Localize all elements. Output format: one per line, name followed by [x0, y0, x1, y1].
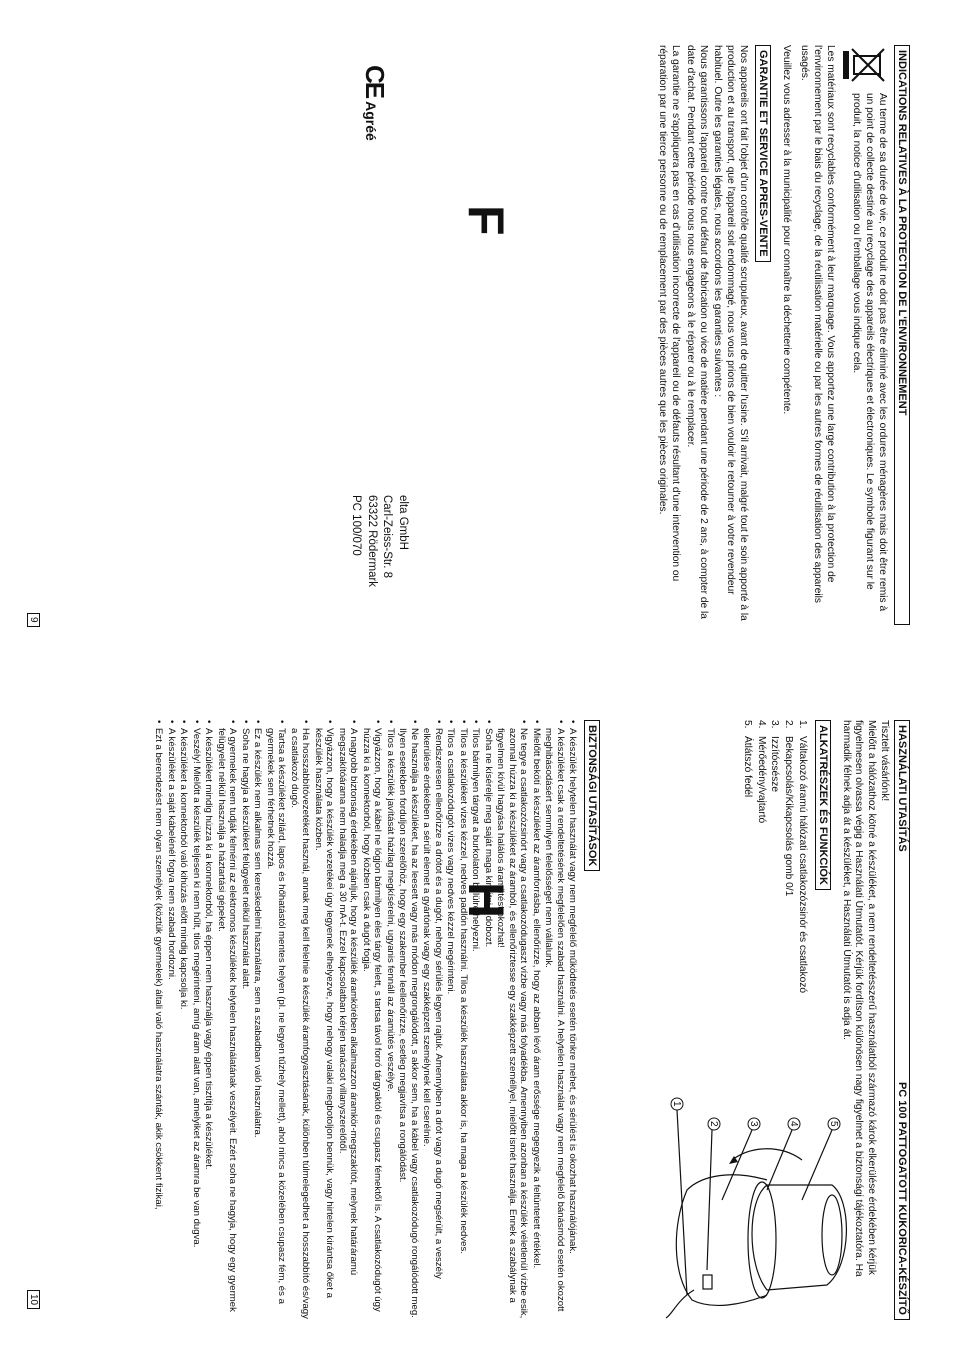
environment-intro: Au terme de sa durée de vie, ce produit ne doit pas être éliminé avec les ordures ménagères mais doit être remis à un point de collecte destiné au recyclage des appareils électriques et électroniques. Le symbole figurant sur le produit, la notice d'utilisation ou l'emballage vous indique cela.: [851, 93, 888, 612]
safety-item: • A nagyobb biztonság érdekében ajánljuk, hogy a készülék áramkörében alkalmazzon áramkör-megszakítót, melynek határáramú megszakítóárama nem haladja meg a 30 mA-t. Ezzel kapcsolatban kérjen tanácsot villanyszerelőtől.: [336, 720, 359, 1320]
safety-item: • Tilos bármilyen tárgyat a burkolaton belülre helyezni.: [470, 720, 482, 1320]
safety-item: • A készüléket a konnektorból való kihúzás előtt mindig kapcsolja ki.: [178, 720, 190, 1320]
safety-item: • Tilos a készülék javítását házilag megkísérelni, ugyanis fennáll az áramütés veszélye.: [384, 720, 396, 1320]
section-title-environment: INDICATIONS RELATIVES À LA PROTECTION DE L'ENVIRONNEMENT: [894, 45, 910, 625]
ce-approval: [359, 65, 390, 141]
page-number-9: 9: [27, 613, 40, 627]
safety-item: • Ha hosszabbítóvezetéket használ, annak meg kell felelnie a készülék áramfogyasztásának, különben túlmelegedhet a hosszabbító és/vagy a csatlakozó dugó.: [288, 720, 311, 1320]
greeting: Tisztelt vásárlónk!: [879, 720, 890, 802]
safety-item: • Tilos a készüléket vizes kézzel, nedves padlón használni. Tilos a készülék használata akkor is, ha maga a készülék nedves.: [457, 720, 469, 1320]
list-item: 5.Átlátszó fedél: [741, 720, 753, 798]
safety-item: • Ezt a berendezést nem olyan személyek (köztük gyermekek) általi való használatra szánták, akik csökkent fizikai,: [153, 720, 165, 1320]
safety-item: • Tartsa a készüléket szilárd, lapos és hőhatástól mentes helyen (pl. ne legyen tűzhely mellett), ahol nincs a közelében csupasz fém, és a gyermekek sem férhetnek hozzá.: [264, 720, 287, 1320]
popcorn-maker-figure: [662, 1090, 862, 1320]
safety-item: • A készüléket mindig húzza ki a konnektorból, ha éppen nem használja vagy éppen tisztítja a készüléket.: [203, 720, 215, 1320]
safety-item: • A gyermekek nem tudják felmérni az elektromos készülékek helytelen használatának veszélyeit. Ezért soha ne hagyja, hogy egy gyermek felügyelet nélkül használja a háztartási gépeket.: [215, 720, 238, 1320]
weee-notice: [842, 45, 888, 625]
intro-paragraph: Mielőtt a hálózathoz kötné a készüléket, a nem rendeltetésszerű használatból származó károk elkerülése érdekében kérjük figyelmesen olvassa végig a Használati Útmutatót. Kérjük fordítson különösen nagy figyelmet a biztonsági tájékoztatóra. Ha harmadik félnek adja át a készüléket, a Használati Útmutatót is adja át.: [840, 720, 878, 1277]
address-line: Carl-Zeiss-Str. 8: [381, 495, 394, 579]
manufacturer-address: [348, 495, 410, 587]
environment-municipality: Veuillez vous adresser à la municipalité pour connaître la déchetterie compétente.: [780, 45, 792, 415]
list-item: 1.Váltakozó áramú hálózati csatlakozózsinór és csatlakozó: [797, 720, 808, 994]
address-line: PC 100/070: [350, 495, 363, 556]
safety-item: • Tilos a csatlakozódugót vizes vagy nedves kézzel megérinteni.: [445, 720, 457, 1320]
list-item: 2.Bekapcsolás/Kikapcsolás gomb 0/1: [783, 720, 795, 897]
callout-4: 4: [788, 1121, 799, 1127]
french-column: [650, 45, 910, 625]
power-cord-shape: [666, 1290, 694, 1318]
safety-item: • Vigyázzon, hogy a kábel ne lógjon bármilyen éles tárgy felett, s tartsa távol forró tárgyaktól és csupasz fémektől is. A csatlakozódugót úgy húzza ki a konnektorból, hogy közben csak a dugót fogja.: [360, 720, 383, 1320]
section-title-parts: ALKATRÉSZEK ÉS FUNKCIÓK: [815, 720, 831, 890]
safety-item: • Ne használja a készüléket, ha az leesett vagy más módon megrongálódott, s akkor sem, ha a kábel vagy csatlakozódugó rongálódott meg. Ilyen esetekben forduljon szerelőhöz, hogy egy szakember leellenőrizze, esetleg megjavítsa a rongálódást.: [397, 720, 420, 1320]
safety-item: • Ne tegye a csatlakozózsinórt vagy a csatlakozódugaszt vízbe vagy más folyadékba. Amennyiben azonban a készülék véletlenül vízbe esik, azonnal húzza ki a készüléket az áramból, és ellenőriztesse egy szakképzett személlyel, mielőtt ismét használja. Ennek a szabálynak a figyelmen kívül hagyása halálos áramütést okozhat!: [495, 720, 530, 1320]
callout-3: 3: [748, 1121, 759, 1127]
ce-mark-icon: CE: [360, 65, 390, 98]
safety-item: • A készüléket csak a rendeltetésének megfelelően szabad használni. A helytelen használat vagy nem megfelelő bánásmód esetén okozott meghibásodásért semmilyen felelősséget nem vállalunk.: [543, 720, 566, 1320]
hungarian-page: [30, 720, 910, 1320]
product-title: PC 100 PATTOGATOTT KUKORICA-KÉSZÍTŐ: [896, 1081, 908, 1315]
environment-recycling: Les matériaux sont recyclables conformément à leur marquage. Vous apportez une large contribution à la protection de l'environnement par le biais du recyclage, de la réutilisation matérielle ou par les autres formes de réutilisation des appareils usagés.: [799, 45, 836, 604]
callout-2: 2: [708, 1121, 719, 1127]
warranty-paragraph-1: Nos appareils ont fait l'objet d'un contrôle qualité scrupuleux, avant de quitter l'usine. S'il arrivait, malgré tout le soin apporté à la production et au transport, que l'appareil soit endommagé, nous vous prions de bien vouloir le retourner à votre revendeur habituel. Outre les garanties légales, nous accordons les garanties suivantes :: [712, 45, 749, 621]
rotation-arrow-shape: [732, 1149, 802, 1160]
section-title-warranty: GARANTIE ET SERVICE APRES-VENTE: [755, 45, 771, 262]
address-line: 63322 Rödermark: [365, 495, 378, 588]
page-letter-f: F: [458, 205, 514, 238]
callout-1: 1: [671, 1101, 682, 1107]
safety-item: • Ez a készülék nem alkalmas sem kereskedelmi használatra, sem a szabadban való használatra.: [252, 720, 264, 1320]
french-page: [30, 45, 910, 625]
address-line: elta GmbH: [397, 495, 409, 550]
safety-item: • A készüléket a saját kábelénél fogva nem szabad hordozni.: [165, 720, 177, 1320]
safety-item: • Soha ne kísérelje meg saját maga kinyitni a dobozt.: [482, 720, 494, 1320]
safety-item: • Mielőtt bekötí a készüléket az áramforrásba, ellenőrizze, hogy az abban lévő áram erőssége megegyezik a feltüntetett értékkel.: [530, 720, 542, 1320]
safety-item: • Rendszeresen ellenőrizze a drótot és a dugót, nehogy sérülés legyen rajtuk. Amennyiben a drót vagy a dugó megsérült, a veszély elkerülése érdekében a sérült elemet a gyártónak vagy egy szakképzett személynek kell cserélnie.: [421, 720, 444, 1320]
warranty-paragraph-3: La garantie ne s'appliquera pas en cas d'utilisation incorrecte de l'appareil ou de défauts résultant d'une intervention ou réparation par une tierce personne ou de remplacement par des pièces autres que les pièces originales.: [657, 45, 682, 582]
safety-item: • A készülék helytelen használat vagy nem megfelelő működtetés esetén tönkre mehet, és sérülést is okozhat használójának.: [567, 720, 579, 1320]
callout-5: 5: [828, 1121, 839, 1127]
page-number-10: 10: [27, 1290, 40, 1309]
list-item: 3.Izzítócsésze: [769, 720, 781, 793]
crossed-bin-icon: [842, 45, 888, 85]
safety-list: [153, 720, 579, 1320]
section-title-safety: BIZTONSÁGI UTASÍTÁSOK: [584, 720, 600, 871]
manual-title-bar: [894, 720, 910, 1320]
switch-shape: [703, 1275, 712, 1289]
lid-opening-shape: [822, 1195, 842, 1275]
ce-approval-label: Agréé: [363, 101, 379, 141]
safety-item: • Soha ne hagyja a készüléket felügyelet nélkül használat alatt.: [239, 720, 251, 1320]
manual-title: HASZNÁLATI UTASÍTÁS: [896, 725, 908, 852]
safety-item: • Vigyázzon, hogy a készülék vezetékei úgy legyenek elhelyezve, hogy nehogy valaki megbotoljon bennük, vagy hirtelen kirántsa őket a készülék használata közben.: [312, 720, 335, 1320]
warranty-paragraph-2: Nous garantissons l'appareil contre tout défaut de fabrication ou vice de matière pendant une période de 2 ans, à compter de la date d'achat. Pendant cette période nous nous engageons à le réparer ou à le remplacer.: [685, 45, 709, 619]
page-letter-h: H: [458, 882, 514, 921]
list-item: 4.Mérőedény/vajtartó: [755, 720, 767, 824]
safety-item: • Veszély! Mielőtt a készülék teljesen ki nem hűlt, tilos megérinteni, amíg áram alatt van, amelyiket az áramra be van dugva.: [190, 720, 202, 1320]
transparent-lid-shape: [752, 1185, 846, 1290]
